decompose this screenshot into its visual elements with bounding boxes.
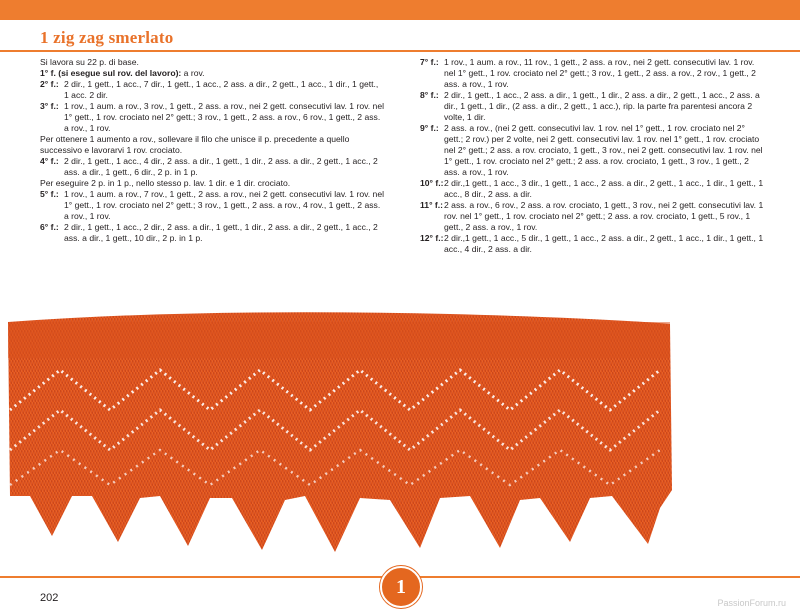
pattern-number-badge: 1 <box>380 566 422 608</box>
intro-text: Si lavora su 22 p. di base. <box>40 57 139 67</box>
instructions-right-column <box>420 57 765 255</box>
row-9-text: 2 ass. a rov., (nei 2 gett. consecutivi lav. 1 rov. nel 1° gett., 1 rov. crociato nel 2° gett.; 2 rov.) per 2 volte, nei 2 gett. consecutivi lav. 1 rov. nel 1° gett., 1 rov. crociato nel 2° gett.; 2 ass. a rov. crociato, 1 gett., 3 rov., nei 2 gett. consecutivi lav. 1 rov. nel 1° gett., 1 rov. crociato nel 2° gett.; 2 ass. a rov. crociato, 1 gett., 3 rov., 1 gett., 2 ass. a rov., 1 rov. <box>444 123 763 177</box>
row-8 <box>420 90 765 123</box>
row-1-text: a rov. <box>181 68 205 78</box>
row-9 <box>420 123 765 178</box>
row-12-label: 12° f.: <box>420 233 444 243</box>
row-1 <box>40 68 385 79</box>
row-2 <box>40 79 385 101</box>
row-4-label: 4° f.: <box>40 156 59 166</box>
row-10-text: 2 dir.,1 gett., 1 acc., 3 dir., 1 gett., 1 acc., 2 ass. a dir., 2 gett., 1 acc., 1 dir., 1 gett., 1 acc., 8 dir., 2 ass. a dir. <box>444 178 764 199</box>
row-6 <box>40 222 385 244</box>
instructions-left-column <box>40 57 385 244</box>
note-increase: Per ottenere 1 aumento a rov., sollevare il filo che unisce il p. precedente a quello successivo e lavorarvi 1 rov. crociato. <box>40 134 350 155</box>
row-12-text: 2 dir.,1 gett., 1 acc., 5 dir., 1 gett., 1 acc., 2 ass. a dir., 2 gett., 1 acc., 1 dir., 1 gett., 1 acc., 4 dir., 2 ass. a dir. <box>444 233 764 254</box>
row-2-label: 2° f.: <box>40 79 59 89</box>
row-7-label: 7° f.: <box>420 57 439 67</box>
row-12 <box>420 233 765 255</box>
row-7-text: 1 rov., 1 aum. a rov., 11 rov., 1 gett., 2 ass. a rov., nei 2 gett. consecutivi lav. 1 rov. nel 1° gett., 1 rov. crociato nel 2° gett.; 3 rov., 1 gett., 2 ass. a rov., 2 rov., 1 gett., 2 ass. a rov., 1 rov. <box>444 57 756 89</box>
title-divider <box>0 50 800 52</box>
note-two-in-one: Per eseguire 2 p. in 1 p., nello stesso p. lav. 1 dir. e 1 dir. crociato. <box>40 178 291 188</box>
row-4 <box>40 156 385 178</box>
row-8-text: 2 dir., 1 gett., 1 acc., 2 ass. a dir., 1 gett., 1 dir., 2 ass. a dir., 2 gett., 1 acc., 2 ass. a dir., 1 gett., 1 dir., (2 ass. a dir., 2 gett., 1 acc.), rip. la parte fra parentesi ancora 2 volte, 1 dir. <box>444 90 760 122</box>
row-11-text: 2 ass. a rov., 6 rov., 2 ass. a rov. crociato, 1 gett., 3 rov., nei 2 gett. consecutivi lav. 1 rov. nel 1° gett., 1 rov. crociato nel 2° gett.; 2 ass. a rov. crociato, 1 gett., 5 rov., 1 gett., 2 ass. a rov., 1 rov. <box>444 200 764 232</box>
page-number: 202 <box>40 592 59 604</box>
row-4-text: 2 dir., 1 gett., 1 acc., 4 dir., 2 ass. a dir., 1 gett., 1 dir., 2 ass. a dir., 2 gett., 1 acc., 2 ass. a dir., 1 gett., 6 dir., 2 p. in 1 p. <box>64 156 378 177</box>
row-3-label: 3° f.: <box>40 101 59 111</box>
row-11 <box>420 200 765 233</box>
knitted-swatch-photo <box>0 300 680 562</box>
row-3 <box>40 101 385 134</box>
row-5-text: 1 rov., 1 aum. a rov., 7 rov., 1 gett., 2 ass. a rov., nei 2 gett. consecutivi lav. 1 rov. nel 1° gett., 1 rov. crociato nel 2° gett.; 3 rov., 1 gett., 2 ass. a rov., 4 rov., 1 gett., 2 ass. a rov., 1 rov. <box>64 189 385 221</box>
top-color-band <box>0 0 800 20</box>
row-3-text: 1 rov., 1 aum. a rov., 3 rov., 1 gett., 2 ass. a rov., nei 2 gett. consecutivi lav. 1 rov. nel 1° gett., 1 rov. crociato nel 2° gett.; 3 rov., 1 gett., 2 ass. a rov., 6 rov., 1 gett., 2 ass. a rov., 1 rov. <box>64 101 385 133</box>
row-7 <box>420 57 765 90</box>
row-6-label: 6° f.: <box>40 222 59 232</box>
swatch-top-border <box>8 322 670 358</box>
row-10-label: 10° f.: <box>420 178 444 188</box>
row-9-label: 9° f.: <box>420 123 439 133</box>
watermark: PassionForum.ru <box>717 598 786 608</box>
row-11-label: 11° f.: <box>420 200 444 210</box>
row-6-text: 2 dir., 1 gett., 1 acc., 2 dir., 2 ass. a dir., 1 gett., 1 dir., 2 ass. a dir., 2 gett., 1 acc., 2 ass. a dir., 1 gett., 10 dir., 2 p. in 1 p. <box>64 222 378 243</box>
row-2-text: 2 dir., 1 gett., 1 acc., 7 dir., 1 gett., 1 acc., 2 ass. a dir., 2 gett., 1 acc., 1 dir., 1 gett., 1 acc. 2 dir. <box>64 79 379 100</box>
row-1-label: 1° f. (si esegue sul rov. del lavoro): <box>40 68 182 78</box>
row-5 <box>40 189 385 222</box>
row-10 <box>420 178 765 200</box>
row-8-label: 8° f.: <box>420 90 439 100</box>
pattern-title: 1 zig zag smerlato <box>40 28 174 47</box>
row-5-label: 5° f.: <box>40 189 59 199</box>
